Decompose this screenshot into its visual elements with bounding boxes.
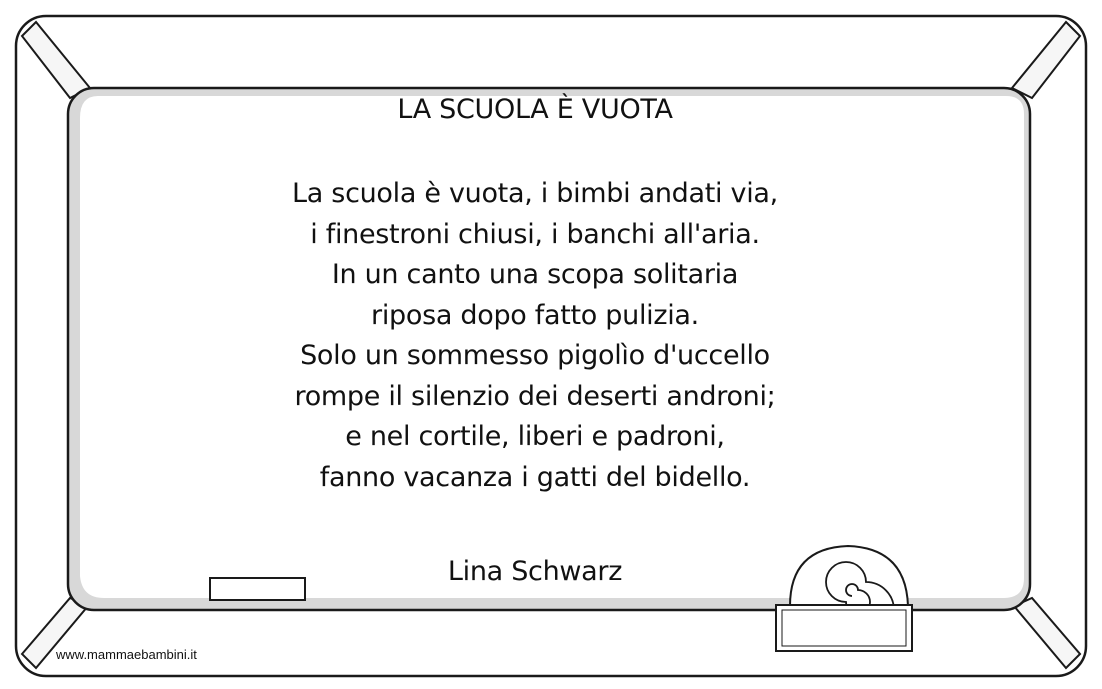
poem-line: In un canto una scopa solitaria — [331, 259, 739, 290]
poem-line: i finestroni chiusi, i banchi all'aria. — [310, 218, 760, 250]
poem-line: fanno vacanza i gatti del bidello. — [319, 461, 751, 493]
poem-body — [120, 174, 950, 498]
poem-author: Lina Schwarz — [447, 556, 623, 587]
website-link[interactable]: www.mammaebambini.it — [56, 647, 197, 662]
poem-line: e nel cortile, liberi e padroni, — [345, 421, 725, 452]
poem-line: rompe il silenzio dei deserti androni; — [294, 380, 776, 412]
poem-line: La scuola è vuota, i bimbi andati via, — [292, 178, 778, 209]
poem-line: riposa dopo fatto pulizia. — [371, 299, 699, 331]
poem-line: Solo un sommesso pigolìo d'uccello — [300, 340, 770, 371]
poem-title: LA SCUOLA È VUOTA — [397, 94, 673, 125]
